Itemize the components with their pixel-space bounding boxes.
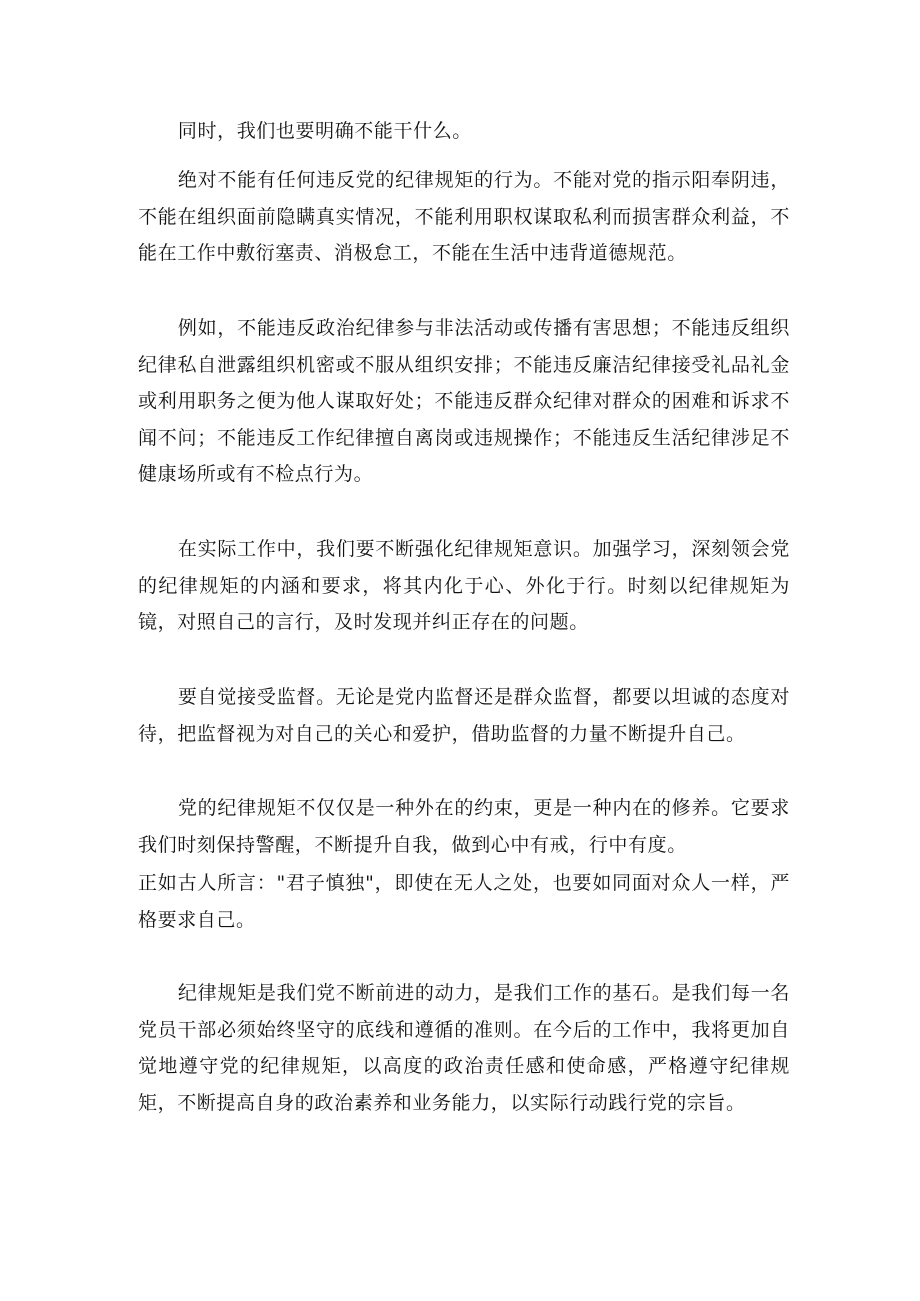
paragraph-2: 绝对不能有任何违反党的纪律规矩的行为。不能对党的指示阳奉阴违，不能在组织面前隐瞒真实情况，不能利用职权谋取私利而损害群众利益，不能在工作中敷衍塞责、消极怠工，不能在生活中违背道德规范。 xyxy=(138,169,790,264)
paragraph-1: 同时，我们也要明确不能干什么。 xyxy=(177,120,472,142)
paragraph-4: 在实际工作中，我们要不断强化纪律规矩意识。加强学习，深刻领会党的纪律规矩的内涵和要求，将其内化于心、外化于行。时刻以纪律规矩为镜，对照自己的言行，及时发现并纠正存在的问题。 xyxy=(138,538,790,633)
paragraph-3: 例如，不能违反政治纪律参与非法活动或传播有害思想；不能违反组织纪律私自泄露组织机密或不服从组织安排；不能违反廉洁纪律接受礼品礼金或利用职务之便为他人谋取好处；不能违反群众纪律对群众的困难和诉求不闻不问；不能违反工作纪律擅自离岗或违规操作；不能违反生活纪律涉足不健康场所或有不检点行为。 xyxy=(138,317,790,485)
paragraph-8: 纪律规矩是我们党不断前进的动力，是我们工作的基石。是我们每一名党员干部必须始终坚守的底线和遵循的准则。在今后的工作中，我将更加自觉地遵守党的纪律规矩，以高度的政治责任感和使命感，严格遵守纪律规矩，不断提高自身的政治素养和业务能力，以实际行动践行党的宗旨。 xyxy=(138,982,790,1114)
paragraph-5: 要自觉接受监督。无论是党内监督还是群众监督，都要以坦诚的态度对待，把监督视为对自己的关心和爱护，借助监督的力量不断提升自己。 xyxy=(138,686,790,745)
paragraph-6: 党的纪律规矩不仅仅是一种外在的约束，更是一种内在的修养。它要求我们时刻保持警醒，不断提升自我，做到心中有戒，行中有度。 xyxy=(138,797,790,856)
paragraph-7: 正如古人所言："君子慎独"，即使在无人之处，也要如同面对众人一样，严格要求自己。 xyxy=(138,872,790,931)
